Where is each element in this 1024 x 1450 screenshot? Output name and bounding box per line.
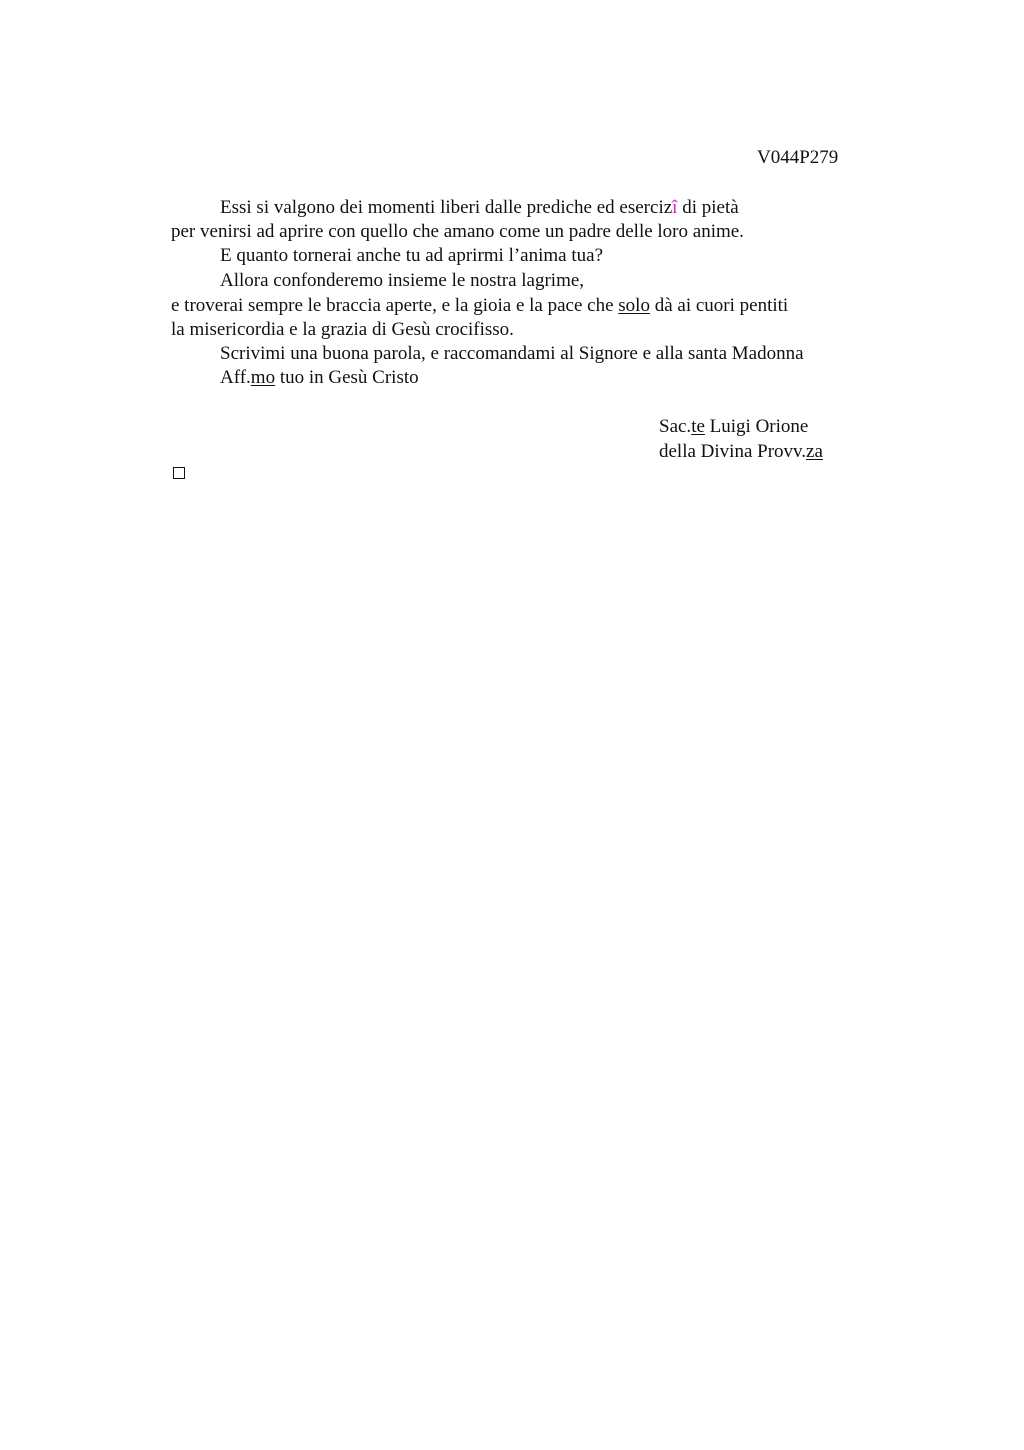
- paragraph-line-3: [220, 245, 603, 267]
- line-text: Allora confonderemo insieme le nostra lagrime,: [220, 270, 585, 291]
- underlined-word: solo: [618, 295, 650, 316]
- signature-text: Sac.: [659, 416, 692, 437]
- line-text: per venirsi ad aprire con quello che amano come un padre delle loro anime.: [171, 221, 744, 242]
- paragraph-line-5: [171, 295, 788, 317]
- paragraph-line-6: [171, 319, 514, 341]
- line-text: Aff.: [220, 367, 251, 388]
- signature-text: Luigi Orione: [704, 416, 809, 437]
- underlined-abbreviation: za: [806, 441, 823, 462]
- line-text: la misericordia e la grazia di Gesù crocifisso.: [171, 319, 514, 340]
- page-reference: V044P279: [757, 147, 839, 168]
- highlighted-mark: î: [672, 197, 678, 218]
- closing-line: [220, 367, 419, 389]
- line-text: e troverai sempre le braccia aperte, e la gioia e la pace che: [171, 295, 619, 316]
- signature-text: della Divina Provv.: [659, 441, 807, 462]
- line-text: Essi si valgono dei momenti liberi dalle prediche ed eserciz: [220, 197, 673, 218]
- underlined-abbreviation: mo: [250, 367, 276, 388]
- line-text: tuo in Gesù Cristo: [275, 367, 419, 388]
- line-text: di pietà: [677, 197, 739, 218]
- line-text: dà ai cuori pentiti: [649, 295, 789, 316]
- paragraph-line-2: [171, 221, 744, 243]
- paragraph-line-1: [220, 197, 739, 219]
- paragraph-line-4: [220, 270, 584, 292]
- signature-line-2: [659, 441, 823, 463]
- underlined-abbreviation: te: [691, 416, 705, 437]
- checkbox-square-icon: [173, 467, 185, 479]
- paragraph-line-7: [220, 343, 804, 365]
- signature-line-1: [659, 416, 808, 438]
- line-text: Scrivimi una buona parola, e raccomandami al Signore e alla santa Madonna: [220, 343, 804, 364]
- line-text: E quanto tornerai anche tu ad aprirmi l’anima tua?: [220, 245, 604, 266]
